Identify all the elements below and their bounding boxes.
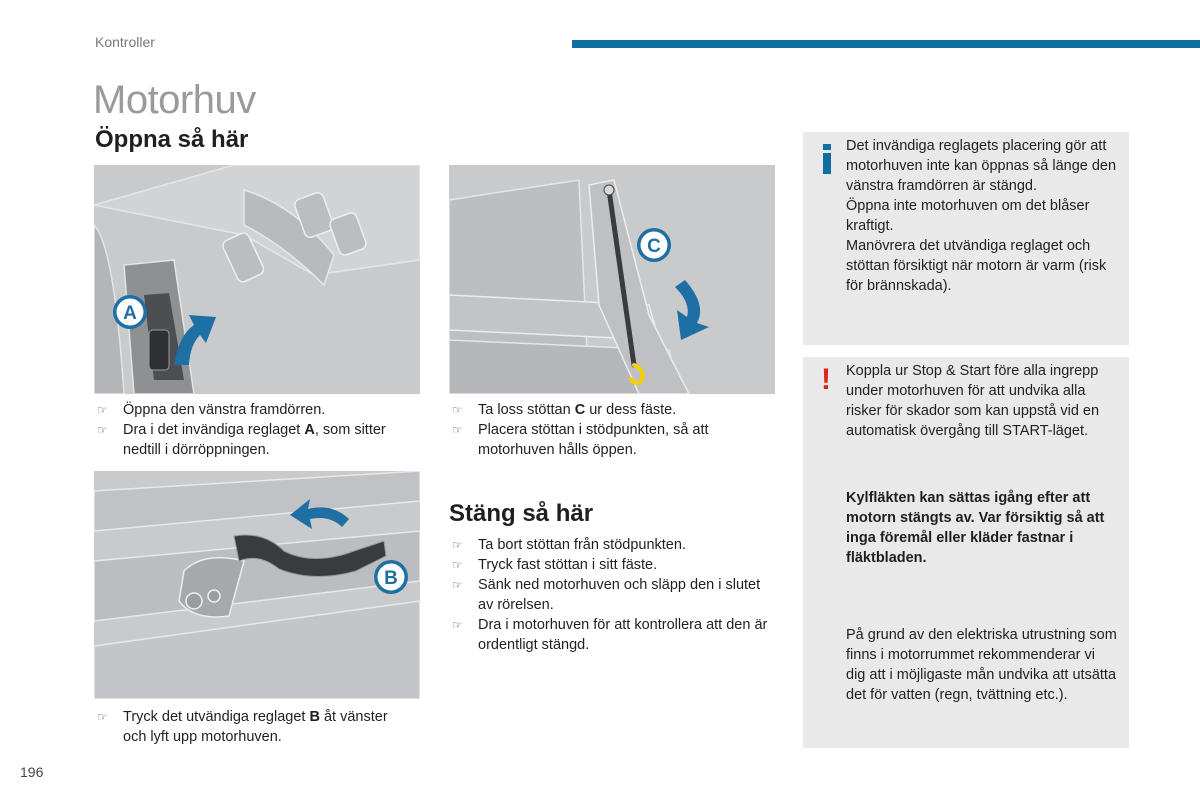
illustration-interior-lever [94, 165, 420, 394]
info-icon [821, 144, 833, 174]
hand-pointer-icon: ☞ [452, 403, 463, 417]
steps-close [450, 535, 770, 655]
info-text: Det invändiga reglagets placering gör att motorhuven inte kan öppnas så länge den vänstra framdörren är stängd. Öppna inte motorhuven om det blåser kraftigt. Manövrera det utvändiga reglaget och stöttan försiktigt när motorn är varm (risk för brännskada). [846, 138, 1117, 294]
illustration-hood-stay [449, 165, 775, 394]
list-item [450, 615, 770, 655]
step-text: ur dess fäste. [585, 402, 677, 418]
warning-text: Koppla ur Stop & Start före alla ingrepp under motorhuven för att undvika alla risker för skador som kan uppstå vid en automatisk övergång till START-läget. [846, 363, 1100, 439]
warning-box [803, 357, 1129, 748]
info-box [803, 132, 1129, 345]
page-number: 196 [20, 764, 44, 780]
hand-pointer-icon: ☞ [452, 618, 463, 632]
hand-pointer-icon: ☞ [97, 403, 108, 417]
figure-label-a: A [123, 303, 137, 324]
step-text: Ta loss stöttan [478, 402, 575, 418]
list-item [95, 420, 415, 460]
list-item [450, 575, 770, 615]
steps-open-interior [95, 400, 415, 460]
hand-pointer-icon: ☞ [452, 423, 463, 437]
heading-close: Stäng så här [449, 500, 594, 527]
hand-pointer-icon: ☞ [97, 710, 108, 724]
steps-open-stay [450, 400, 770, 460]
step-text: Öppna den vänstra framdörren. [123, 402, 326, 418]
hand-pointer-icon: ☞ [452, 558, 463, 572]
step-text: Dra i det invändiga reglaget [123, 422, 305, 438]
warning-icon: ! [821, 363, 831, 396]
hand-pointer-icon: ☞ [452, 538, 463, 552]
step-text: Sänk ned motorhuven och släpp den i slutet av rörelsen. [478, 577, 761, 613]
step-text: , som sitter nedtill i dörröppningen. [123, 422, 386, 458]
illustration-exterior-lever [94, 471, 420, 699]
list-item [450, 420, 770, 460]
page-title: Motorhuv [93, 78, 256, 122]
step-text: Ta bort stöttan från stödpunkten. [478, 537, 686, 553]
list-item [95, 707, 415, 747]
step-text: Placera stöttan i stödpunkten, så att motorhuven hålls öppen. [478, 422, 709, 458]
figure-label-c: C [647, 236, 661, 257]
step-text: Tryck fast stöttan i sitt fäste. [478, 557, 658, 573]
section-label: Kontroller [95, 34, 155, 50]
step-label-b: B [309, 709, 320, 725]
heading-open: Öppna så här [95, 126, 249, 153]
list-item [450, 400, 770, 420]
step-label-c: C [574, 402, 586, 418]
list-item [450, 555, 770, 575]
figure-label-b: B [384, 568, 398, 589]
hand-pointer-icon: ☞ [97, 423, 108, 437]
list-item [95, 400, 415, 420]
fan-warning-text: Kylfläkten kan sättas igång efter att motorn stängts av. Var försiktig så att inga föremål eller kläder fastnar i fläktbladen. [846, 490, 1105, 566]
electrical-note-text: På grund av den elektriska utrustning som finns i motorrummet rekommenderar vi dig att i möjligaste mån undvika att utsätta det för vatten (regn, tvättning etc.). [846, 627, 1117, 703]
step-text: Tryck det utvändiga reglaget [123, 709, 310, 725]
step-text: Dra i motorhuven för att kontrollera att den är ordentligt stängd. [478, 617, 768, 653]
hand-pointer-icon: ☞ [452, 578, 463, 592]
header-accent-bar [572, 40, 1200, 48]
steps-open-exterior [95, 707, 415, 747]
step-label-a: A [304, 422, 315, 438]
step-text: åt vänster och lyft upp motorhuven. [123, 709, 388, 745]
list-item [450, 535, 770, 555]
